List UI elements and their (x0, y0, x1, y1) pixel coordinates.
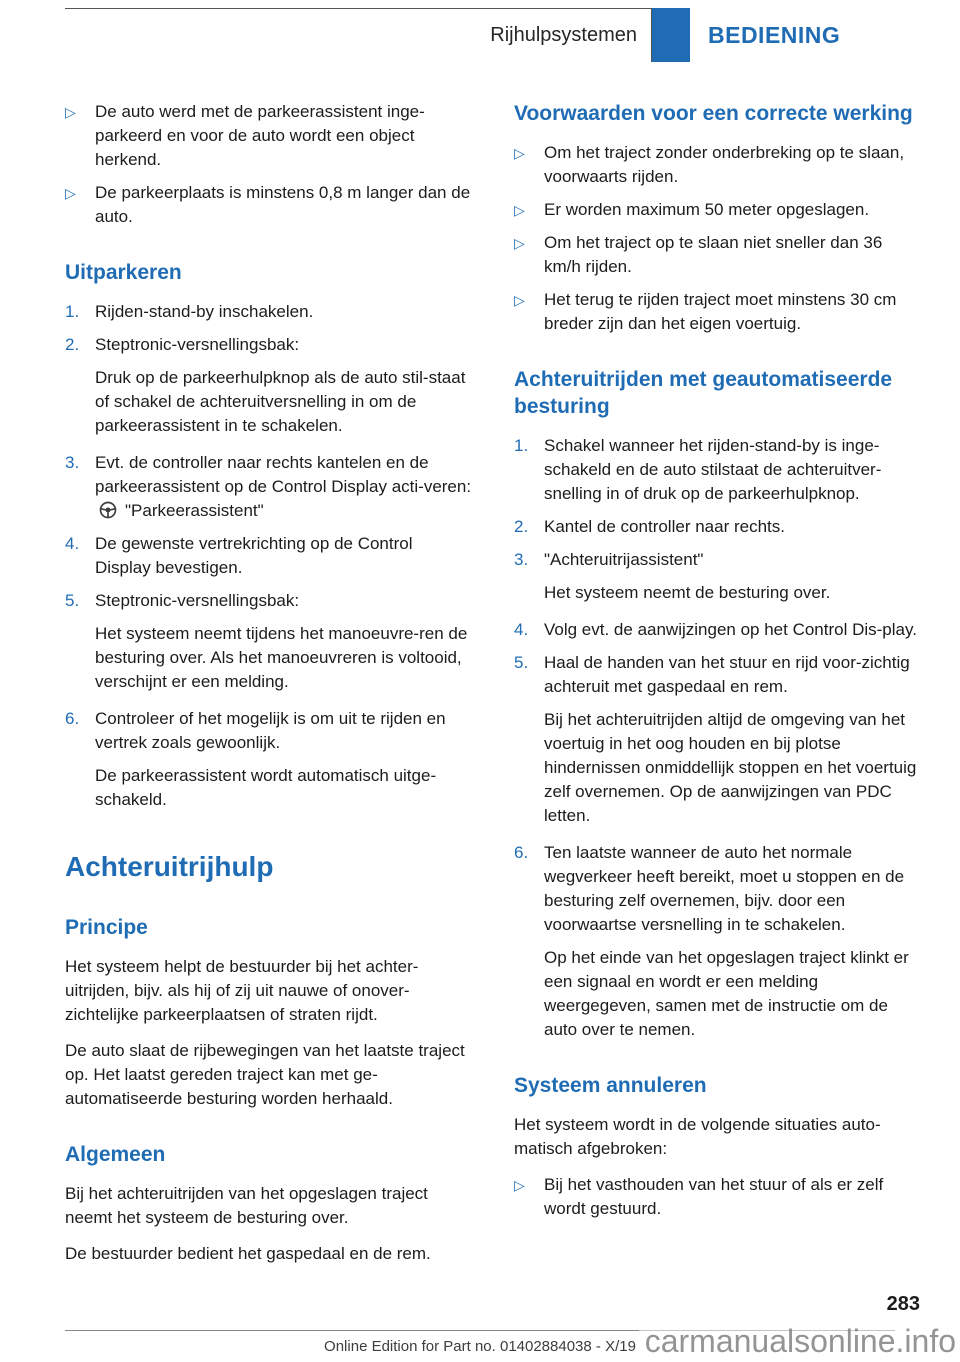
bullet-text: De parkeerplaats is minstens 0,8 m langer dan de auto. (95, 183, 471, 226)
step-item (65, 707, 472, 755)
chapter-title: Rijhulpsystemen (490, 24, 637, 46)
paragraph: De auto slaat de rijbewegingen van het laatste traject op. Het laatst gereden traject kan met ge-automatiseerde besturing worden herhaald. (65, 1041, 465, 1108)
step-text: "Achteruitrijassistent" (544, 550, 704, 569)
section-title: BEDIENING (708, 21, 841, 48)
bullet-text: Het terug te rijden traject moet minstens 30 cm breder zijn dan het eigen voertuig. (544, 290, 897, 333)
step-text: Volg evt. de aanwijzingen op het Control Dis-play. (544, 620, 917, 639)
step-text: De gewenste vertrekrichting op de Control Display bevestigen. (95, 534, 413, 577)
bullet-text: Er worden maximum 50 meter opgeslagen. (544, 200, 870, 219)
paragraph: Het systeem wordt in de volgende situaties auto-matisch afgebroken: (514, 1115, 881, 1158)
content-columns (65, 100, 920, 1278)
parking-assistant-icon (98, 500, 118, 520)
triangle-bullet-icon: ▷ (65, 104, 76, 120)
heading-uitparkeren: Uitparkeren (65, 261, 182, 284)
step-text: Ten laatste wanneer de auto het normale wegverkeer heeft bereikt, moet u stoppen en de besturing zelf overnemen, bijv. door een voorwaartse versnelling in te schakelen. (544, 843, 905, 934)
step-number: 1. (65, 302, 80, 321)
bullet-item (514, 288, 921, 336)
step-number: 1. (514, 436, 529, 455)
step-text: Controleer of het mogelijk is om uit te rijden en vertrek zoals gewoonlijk. (95, 709, 446, 752)
step-number: 5. (65, 591, 80, 610)
step-item (65, 589, 472, 613)
step-sub-paragraph: Bij het achteruitrijden altijd de omgeving van het voertuig in het oog houden en bij plotse hindernissen onmiddellijk stoppen en het voertuig zelf overnemen. Op de aanwijzingen van PDC letten. (544, 710, 917, 825)
heading-systeem-annuleren: Systeem annuleren (514, 1074, 707, 1097)
triangle-bullet-icon: ▷ (514, 145, 525, 161)
step-sub-paragraph: Op het einde van het opgeslagen traject klinkt er een signaal en wordt er een melding weergegeven, samen met de instructie om de auto over te nemen. (544, 948, 909, 1039)
step-text: Steptronic-versnellingsbak: (95, 335, 300, 354)
step-item (514, 434, 921, 506)
step-item (65, 333, 472, 357)
edition-note: Online Edition for Part no. 01402884038 - X/19 (324, 1338, 636, 1355)
step-sub-paragraph: Het systeem neemt tijdens het manoeuvre-ren de besturing over. Als het manoeuvreren is voltooid, verschijnt er een melding. (95, 624, 468, 691)
right-column (514, 100, 921, 1278)
step-text: Kantel de controller naar rechts. (544, 517, 785, 536)
bullet-text: De auto werd met de parkeerassistent inge-parkeerd en voor de auto wordt een object herkend. (95, 102, 425, 169)
step-text: Rijden-stand-by inschakelen. (95, 302, 314, 321)
step-item (514, 515, 921, 539)
step-sub-paragraph: Druk op de parkeerhulpknop als de auto stil-staat of schakel de achteruitversnelling in om de parkeerassistent in te schakelen. (95, 368, 466, 435)
bullet-item (514, 141, 921, 189)
step-text-before-icon: Evt. de controller naar rechts kantelen en de parkeerassistent op de Control Display acti-veren: (95, 453, 472, 496)
step-item (65, 532, 472, 580)
step-number: 6. (65, 709, 80, 728)
heading-achteruitrijden-geautomatiseerd: Achteruitrijden met geautomatiseerde besturing (514, 368, 893, 418)
step-number: 4. (65, 534, 80, 553)
triangle-bullet-icon: ▷ (65, 185, 76, 201)
left-column (65, 100, 472, 1278)
step-number: 2. (65, 335, 80, 354)
bullet-text: Om het traject op te slaan niet sneller dan 36 km/h rijden. (544, 233, 883, 276)
section-color-block (652, 8, 690, 62)
bullet-item (65, 181, 472, 229)
page-header (65, 8, 920, 62)
step-sub-paragraph: Het systeem neemt de besturing over. (544, 583, 831, 602)
heading-voorwaarden: Voorwaarden voor een correcte werking (514, 102, 913, 125)
bullet-item (65, 100, 472, 172)
step-item (514, 651, 921, 699)
step-text (95, 451, 472, 523)
paragraph: Bij het achteruitrijden van het opgeslagen traject neemt het systeem de besturing over. (65, 1184, 428, 1227)
paragraph: De bestuurder bedient het gaspedaal en de rem. (65, 1244, 431, 1263)
bullet-item (514, 231, 921, 279)
triangle-bullet-icon: ▷ (514, 202, 525, 218)
paragraph: Het systeem helpt de bestuurder bij het achter-uitrijden, bijv. als hij of zij uit nauwe of onover-zichtelijke parkeerplaatsen of straten rijdt. (65, 957, 419, 1024)
page-number: 283 (886, 1293, 920, 1315)
step-number: 2. (514, 517, 529, 536)
bullet-text: Bij het vasthouden van het stuur of als er zelf wordt gestuurd. (544, 1175, 884, 1218)
step-item (514, 548, 921, 572)
step-number: 3. (65, 453, 80, 472)
step-text-after-icon: "Parkeerassistent" (125, 501, 264, 520)
header-chapter-box (65, 8, 652, 62)
bullet-item (514, 198, 921, 222)
step-number: 6. (514, 843, 529, 862)
step-number: 3. (514, 550, 529, 569)
bullet-item (514, 1173, 921, 1221)
triangle-bullet-icon: ▷ (514, 235, 525, 251)
step-number: 5. (514, 653, 529, 672)
heading-algemeen: Algemeen (65, 1143, 166, 1166)
after-steps-paragraph: De parkeerassistent wordt automatisch uitge-schakeld. (95, 766, 437, 809)
step-text: Schakel wanneer het rijden-stand-by is inge-schakeld en de auto stilstaat de achteruitver-snelling in of druk op de parkeerhulpknop. (544, 436, 882, 503)
step-item (65, 300, 472, 324)
bullet-text: Om het traject zonder onderbreking op te slaan, voorwaarts rijden. (544, 143, 905, 186)
triangle-bullet-icon: ▷ (514, 1177, 525, 1193)
step-item (65, 451, 472, 523)
heading-achteruitrijhulp: Achteruitrijhulp (65, 851, 274, 882)
header-section-box (652, 8, 920, 62)
step-text: Steptronic-versnellingsbak: (95, 591, 300, 610)
watermark: carmanualsonline.info (639, 1323, 956, 1360)
step-item (514, 841, 921, 937)
step-item (514, 618, 921, 642)
triangle-bullet-icon: ▷ (514, 292, 525, 308)
step-text: Haal de handen van het stuur en rijd voor-zichtig achteruit met gaspedaal en rem. (544, 653, 910, 696)
heading-principe: Principe (65, 916, 148, 939)
step-number: 4. (514, 620, 529, 639)
